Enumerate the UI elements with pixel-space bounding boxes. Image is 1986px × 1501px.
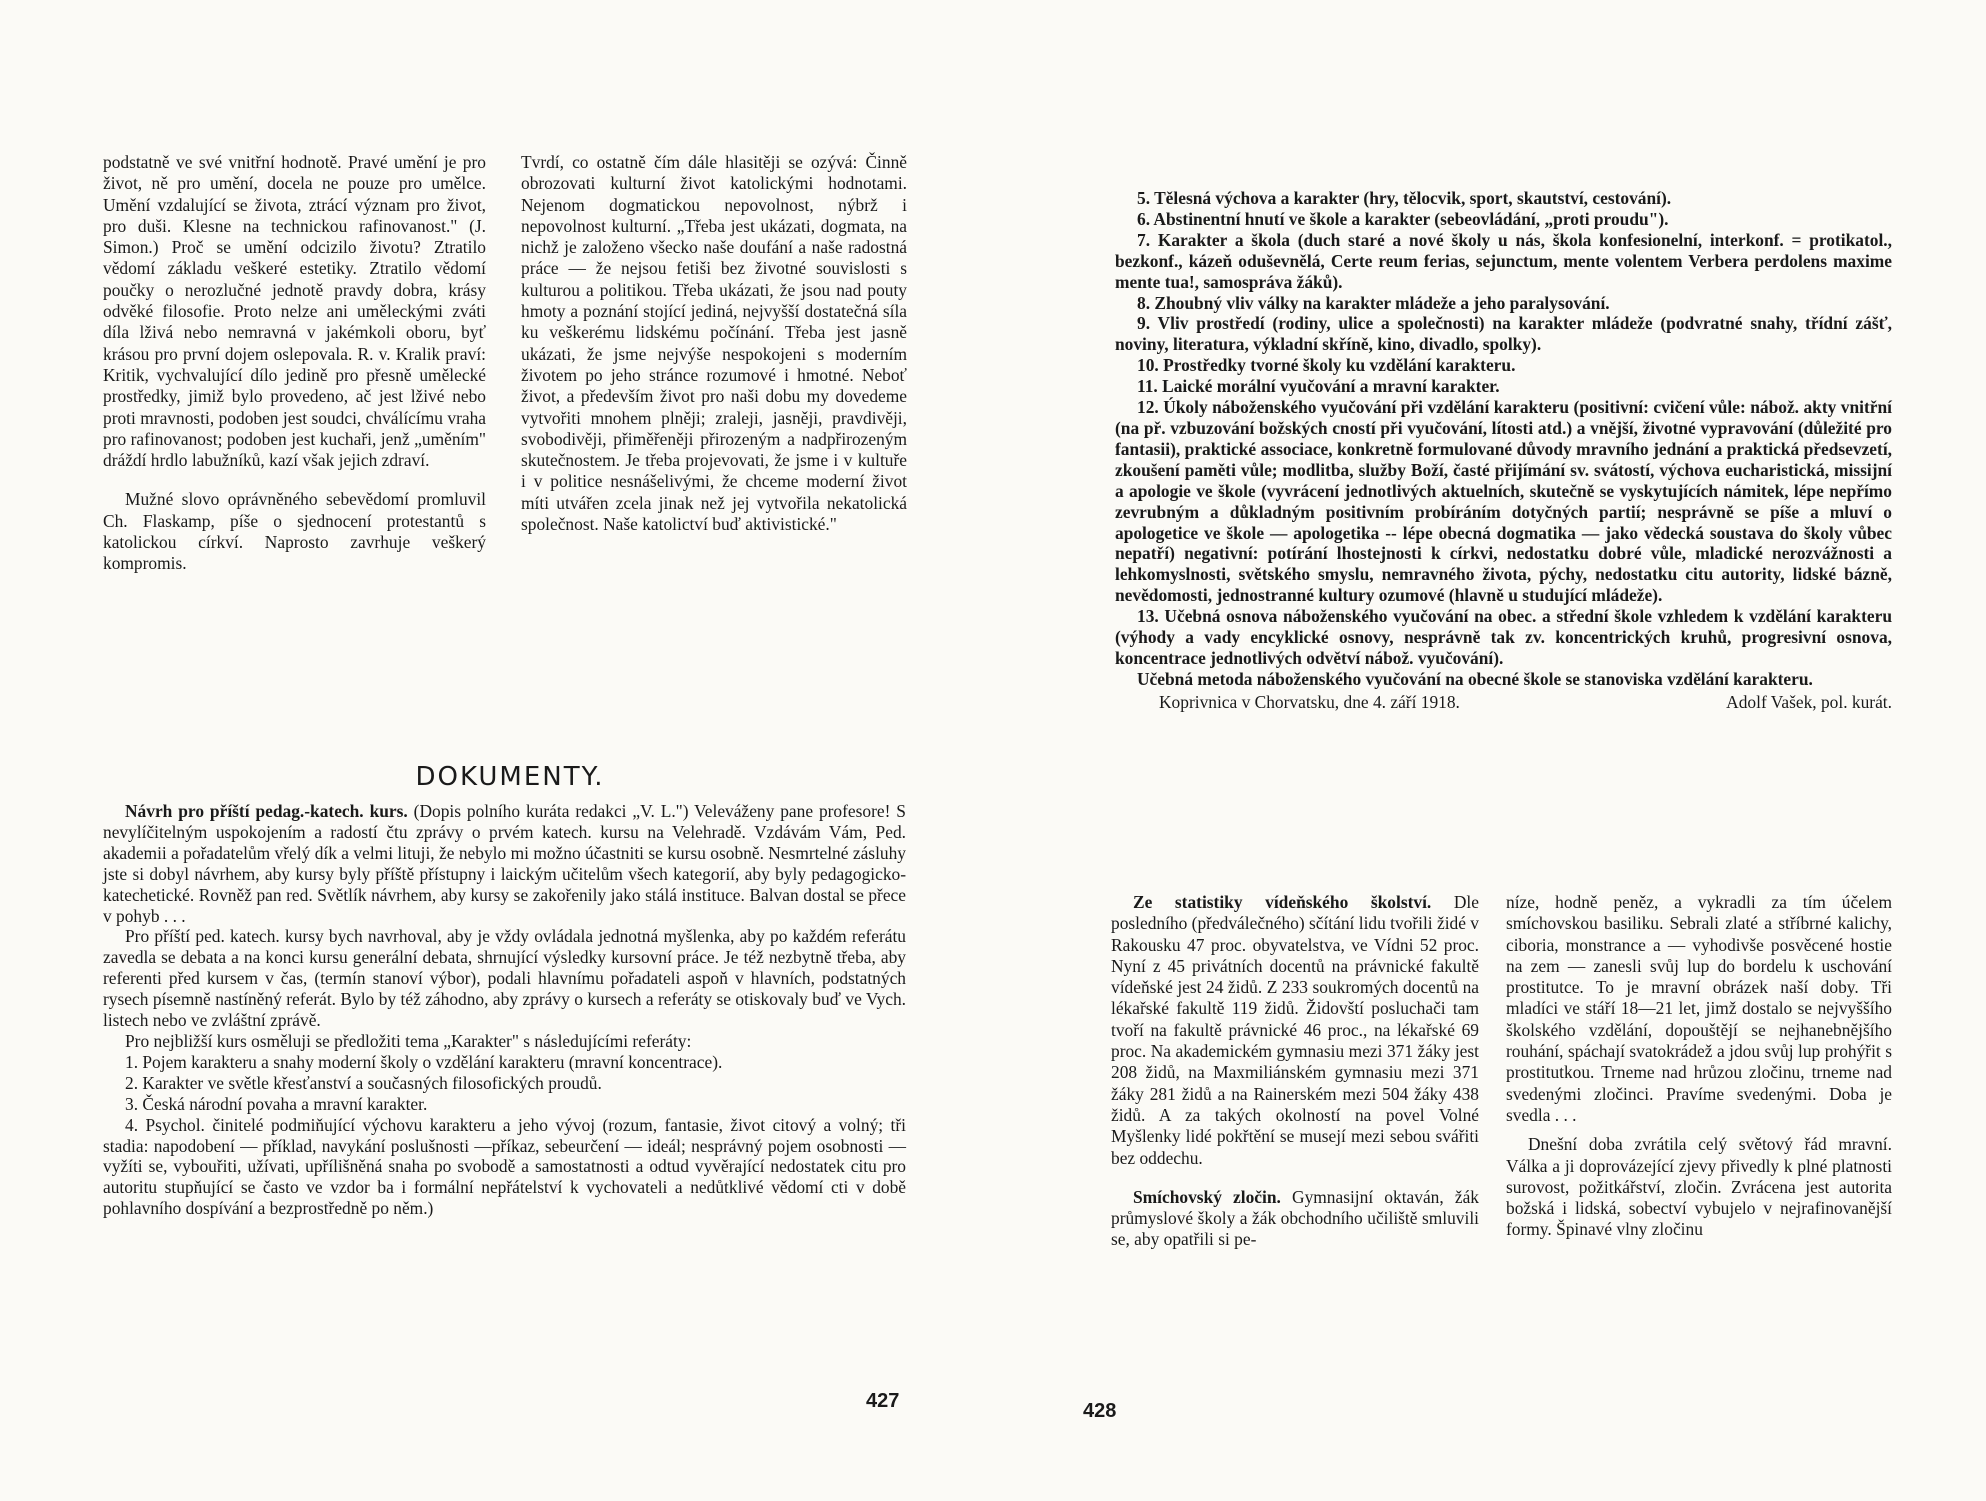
page-number: 428	[1083, 1400, 1117, 1422]
list-item: 1. Pojem karakteru a snahy moderní školy o vzdělání karakteru (mravní koncentrace).	[125, 1051, 723, 1072]
document-title: Návrh pro příští pedag.-katech. kurs.	[125, 801, 408, 821]
list-item: 10. Prostředky tvorné školy ku vzdělání karakteru.	[1137, 355, 1516, 376]
list-item: 5. Tělesná výchova a karakter (hry, tělocvik, sport, skautství, cestování).	[1137, 188, 1672, 208]
list-item: 12. Úkoly náboženského vyučování při vzdělání karakteru (positivní: cvičení vůle: nábož. akty vnitřní (na př. vzbuzování božských cností při vyučování, lítosti atd.) a vnější, životné vypravování (důležité pro fantasii), praktické associace, konkretně formulované důvody mravního jednání a praktická předsevzetí, zkoušení paměti vůle; modlitba, služby Boží, časté přijímání sv. svátostí, výchova eucharistická, missijní a apologie ve škole (vyvrácení jednotlivých aktuelních, skutečně se vyskytujících námitek, lépe nepřímo zevrubným a důkladným positivním probíráním dotyčných partií; nesprávně se píše a mluví o apologetice ve škole — apologetika -- lépe obecná dogmatika — jako vědecká soustava do školy vůbec nepatří) negativní: potírání lhostejnosti k církvi, nedostatku dobré vůle, mladické nerozvážnosti a lehkomyslnosti, světského smyslu, nemravného života, pýchy, nedostatku citu autority, lidské bázně, nevědomosti, jednostranné kultury ozumové (hlavně u studující mládeže).	[1115, 397, 1892, 606]
page-number: 427	[866, 1390, 900, 1412]
signature-name: Adolf Vašek, pol. kurát.	[1726, 691, 1892, 712]
list-item: 4. Psychol. činitelé podmiňující výchovu karakteru a jeho vývoj (rozum, fantasie, život citový a volný; tři stadia: napodobení — příklad, navykání poslušnosti —příkaz, sebeurčení — ideál; nesprávný pojem osobnosti — vyžíti se, vybouřiti, užívati, upřílišněná snaha po svobodě a samostatnosti a odtud vyvěrající nedostatek citu pro autoritu stupňující se často ve vzdor ba i formální nepřátelství k vychovateli a nedůtklivé vědomí cti v době pohlavního dospívání a bezprostředně po něm.)	[103, 1114, 906, 1219]
list-item: 9. Vliv prostředí (rodiny, ulice a společnosti) na karakter mládeže (podvratné snahy, třídní zášť, noviny, literatura, výkladní skříně, kino, divadlo, spolky).	[1115, 313, 1892, 355]
document-letter	[103, 801, 906, 1219]
referat-list-continued	[1115, 188, 1892, 713]
paragraph: Gymnasijní oktaván, žák průmyslové školy a žák obchodního učiliště smluvili se, aby opatřili si pe-	[1111, 1186, 1479, 1250]
list-item: Učebná metoda náboženského vyučování na obecné škole se stanoviska vzdělání karakteru.	[1137, 668, 1813, 689]
paragraph: (Dopis polního kuráta redakci „V. L.") Veleváženy pane profesore! S nevylíčitelným uspokojením a radostí čtu zprávy o prvém katech. kursu na Velehradě. Vzdávám Vám, Ped. akademii a pořadatelům vřelý dík a velmi lituji, že nebylo mi možno účastniti se kursu osobně. Nesmrtelné zásluhy jste si dobyl návrhem, aby kursy byly příště přístupny i laickým učitelům všech kategorií, aby byly pedagogicko-katechetické. Rovněž pan red. Světlík návrhem, aby kursy se zakořenily jako stálá instituce. Balvan dostal se přece v pohyb . . .	[103, 801, 906, 926]
right-page	[993, 0, 1986, 1501]
right-column-1	[1111, 892, 1479, 1251]
list-item: 3. Česká národní povaha a mravní karakter.	[125, 1093, 428, 1114]
paragraph: Pro příští ped. katech. kursy bych navrhoval, aby je vždy ovládala jednotná myšlenka, aby po každém referátu zavedla se debata a na konci kursu generální debata, shrnující výsledky kursovní práce. Je též nezbytně třeba, aby referenti před kursem v čas, (termín stanoví výbor), podali hlavnímu pořadateli aspoň v hlavních, podstatných rysech písemně nastíněný referát. Bylo by též záhodno, aby zprávy o kursech a referáty se otiskovaly buď ve Vych. listech nebo ve zvláštní zprávě.	[103, 926, 906, 1031]
paragraph: Dnešní doba zvrátila celý světový řád mravní. Válka a ji doprovázející zjevy přivedly k plné platnosti surovost, požitkářství, zločin. Zvrácena jest autorita božská i lidská, sobectví vybujelo v nejrafinovanější formy. Špinavé vlny zločinu	[1506, 1134, 1892, 1240]
list-item: 6. Abstinentní hnutí ve škole a karakter (sebeovládání, „proti proudu").	[1137, 208, 1669, 229]
referat-list	[103, 1052, 906, 1219]
paragraph: níze, hodně peněz, a vykradli za tím účelem smíchovskou basiliku. Sebrali zlaté a stříbrné kalichy, ciboria, monstrance a — vyhodivše posvěcené hostie na zem — zanesli svůj lup do bordelu k uschování prostitutce. To je mravní obrázek naší doby. Tři mladíci ve stáří 18—21 let, jimž dostalo se nejvyššího školského vzdělání, dopouštějí se nejhanebnějšího rouhání, spáchají svatokrádež a jdou svůj lup prohýřit s prostitutkou. Trneme nad hrůzou zločinu, trneme nad svedenými zločinci. Pravíme svedenými. Doba je svedla . . .	[1506, 892, 1892, 1125]
article-title: Ze statistiky vídeňského školství.	[1133, 892, 1432, 912]
list-item: 13. Učebná osnova náboženského vyučování na obec. a střední škole vzhledem k vzdělání karakteru (výhody a vady encyklické osnovy, nesprávně tak zv. koncentrických kruhů, progresivní osnova, koncentrace jednotlivých odvětví nábož. vyučování).	[1115, 606, 1892, 668]
signature-place: Koprivnica v Chorvatsku, dne 4. září 1918.	[1159, 691, 1460, 712]
paragraph: Pro nejbližší kurs osměluji se předložiti tema „Karakter" s následujícími referáty:	[125, 1030, 692, 1051]
paragraph: Tvrdí, co ostatně čím dále hlasitěji se ozývá: Činně obrozovati kulturní život katolickými hodnotami. Nejenom dogmatickou nepovolnost, nýbrž i nepovolnost kulturní. „Třeba jest ukázati, dogmata, na nichž je založeno všecko naše doufání a naše radostná práce — že nejsou fetiši bez životné souvislosti s kulturou a politikou. Třeba ukázati, že jsou nad pouty hmoty a poznání stojící jediná, nejvyšší dostatečná síla ku veškerému lidskému počínání. Třeba jest jasně ukázati, že jsme nejvýše nespokojeni s moderním životem po jeho stránce rozumové i hmotné. Neboť život, a především život pro naši dobu my dovedeme vytvořiti mnohem plněji; zraleji, jasněji, pravdivěji, svobodivěji, přiměřeněji přirozeným a nadpřirozeným skutečnostem. Je třeba projevovati, že jsme i v kultuře i v politice nesnášelivými, že chceme moderní život míti utvářen zcela jinak než jej vytvořila nekatolická společnost. Naše katolictví buď aktivistické."	[521, 152, 907, 535]
paragraph: Dle posledního (předválečného) sčítání lidu tvořili židé v Rakousku 47 proc. obyvatelstva, ve Vídni 52 proc. Nyní z 45 privátních docentů na právnické fakultě vídeňské jest 24 židů. Z 233 soukromých docentů na lékařské fakultě 119 židů. Židovští posluchači tam tvoří na fakultě právnické 46 proc., na lékařské 69 proc. Na akademickém gymnasiu mezi 371 žáky jest 208 židů, na Maxmiliánském gymnasiu mezi 371 žáky 281 židů a na Rainerském mezi 504 žáky 438 židů. A za takých okolností na povel Volné Myšlenky lidé pokřtění se musejí mezi sebou svářiti bez oddechu.	[1111, 892, 1479, 1168]
paragraph: podstatně ve své vnitřní hodnotě. Pravé umění je pro život, ně pro umění, docela ne pouze pro umělce. Umění vzdalující se života, ztrácí význam pro život, pro duši. Klesne na technickou rafinovanost." (J. Simon.) Proč se umění odcizilo životu? Ztratilo vědomí základu veškeré estetiky. Ztratilo vědomí poučky o nerozlučné jednotě pravdy dobra, krásy odvěké filosofie. Proto nelze ani uměleckými zváti díla lživá nebo nemravná v jakémkoli oboru, byť krásou pro první dojem oslepovala. R. v. Kralik praví: Kritik, vychvalující dílo jedině pro přesně umělecké prostředky, jimiž bylo provedeno, ač jest lživé nebo proti mravnosti, podoben jest soudci, chválícímu vraha pro rafinovanost; podoben jest kuchaři, jenž „uměním" dráždí hrdlo labužníků, kazí však jejich zdraví.	[103, 152, 486, 471]
left-column-1	[103, 152, 486, 575]
article-title: Smíchovský zločin.	[1133, 1186, 1281, 1207]
list-item: 7. Karakter a škola (duch staré a nové školy u nás, škola konfesionelní, interkonf. = protikatol., bezkonf., kázeň oduševnělá, Certe reum ferias, sejunctum, mente volentem Verbera perdolens maxime mente tua!, samospráva žáků).	[1115, 229, 1892, 292]
section-heading: DOKUMENTY.	[415, 762, 605, 792]
paragraph: Mužné slovo oprávněného sebevědomí promluvil Ch. Flaskamp, píše o sjednocení protestantů s katolickou církví. Naprosto zavrhuje veškerý kompromis.	[103, 489, 486, 574]
list-item: 2. Karakter ve světle křesťanství a současných filosofických proudů.	[125, 1072, 602, 1093]
left-column-2	[521, 152, 907, 535]
list-item: 11. Laické morální vyučování a mravní karakter.	[1137, 376, 1500, 397]
list-item: 8. Zhoubný vliv války na karakter mládeže a jeho paralysování.	[1137, 292, 1610, 313]
right-column-2	[1506, 892, 1892, 1241]
signature-line	[1115, 692, 1892, 713]
